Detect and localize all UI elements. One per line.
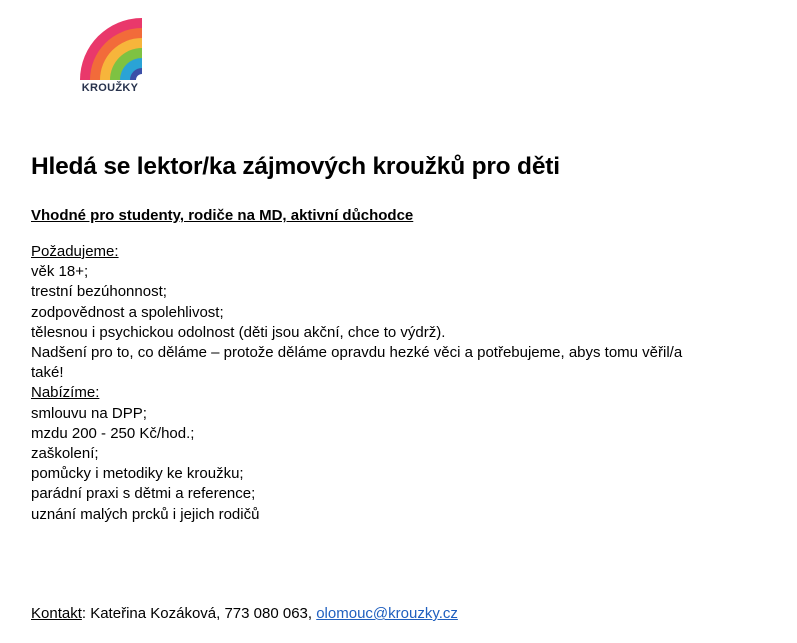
requirements-heading: Požadujeme: (31, 243, 119, 260)
offer-item: mzdu 200 - 250 Kč/hod.; (31, 424, 195, 442)
requirement-item: zodpovědnost a spolehlivost; (31, 303, 224, 321)
requirement-item: tělesnou i psychickou odolnost (děti jsou akční, chce to výdrž). (31, 323, 446, 341)
page-title: Hledá se lektor/ka zájmových kroužků pro děti (31, 153, 560, 180)
rainbow-icon (78, 16, 142, 80)
requirement-item: Nadšení pro to, co děláme – protože děláme opravdu hezké věci a potřebujeme, abys tomu věřil/a (31, 344, 683, 362)
offers-heading: Nabízíme: (31, 384, 100, 402)
email-link[interactable]: olomouc@krouzky.cz (316, 605, 458, 622)
subtitle: Vhodné pro studenty, rodiče na MD, aktivní důchodce (31, 207, 414, 224)
krouzky-logo (74, 14, 146, 100)
contact-separator: : (81, 605, 87, 622)
requirement-item: také! (31, 364, 64, 382)
job-description (31, 242, 771, 525)
contact-details: Kateřina Kozáková, 773 080 063, (86, 605, 317, 622)
offer-item: pomůcky i metodiky ke kroužku; (31, 465, 244, 483)
requirement-item: věk 18+; (31, 263, 89, 281)
contact-line (31, 605, 458, 622)
contact-label: Kontakt (31, 605, 82, 622)
offer-item: uznání malých prcků i jejich rodičů (31, 505, 260, 523)
offer-item: zaškolení; (31, 445, 99, 463)
offer-item: smlouvu na DPP; (31, 404, 147, 422)
offer-item: parádní praxi s dětmi a reference; (31, 485, 256, 503)
logo-text: KROUŽKY (81, 82, 139, 94)
requirement-item: trestní bezúhonnost; (31, 283, 167, 301)
